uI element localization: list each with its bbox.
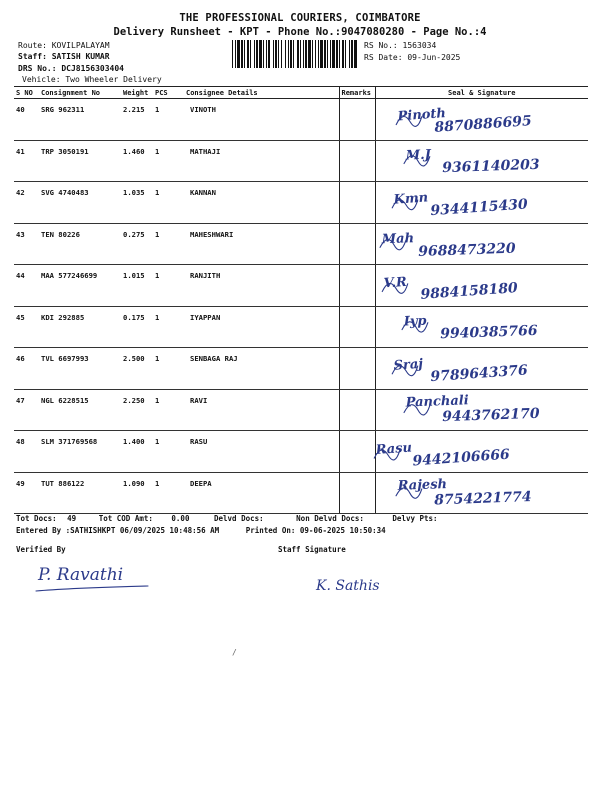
cell-weight: 1.035 bbox=[121, 182, 153, 224]
cell-consignee: MAHESHWARI bbox=[184, 223, 339, 265]
cell-consignment: SRG 962311 bbox=[39, 99, 121, 141]
drs-label: DRS No.: bbox=[18, 64, 57, 73]
barcode-bar bbox=[275, 40, 277, 68]
route-value: KOVILPALAYAM bbox=[51, 41, 110, 50]
handwritten-signature bbox=[376, 473, 589, 513]
cell-pcs: 1 bbox=[153, 348, 184, 390]
cell-consignee: RAVI bbox=[184, 389, 339, 431]
cell-pcs: 1 bbox=[153, 223, 184, 265]
barcode-bar bbox=[232, 40, 233, 68]
cell-remarks bbox=[339, 348, 375, 390]
tot-docs-value: 49 bbox=[67, 514, 77, 523]
signature-phone: 9443762170 bbox=[441, 405, 540, 425]
handwritten-signature bbox=[376, 307, 589, 347]
barcode-bar bbox=[244, 40, 245, 68]
barcode-bar bbox=[293, 40, 294, 68]
signature-phone: 9688473220 bbox=[417, 240, 516, 260]
handwritten-signature bbox=[376, 431, 589, 471]
cell-consignee: RASU bbox=[184, 431, 339, 473]
cell-pcs: 1 bbox=[153, 265, 184, 307]
barcode-bar bbox=[339, 40, 340, 68]
table-row bbox=[14, 472, 588, 514]
barcode-bar bbox=[308, 40, 311, 68]
col-signature: Seal & Signature bbox=[375, 87, 588, 99]
stray-mark: / bbox=[232, 648, 237, 657]
staff-signature bbox=[310, 568, 430, 603]
company-title: THE PROFESSIONAL COURIERS, COIMBATORE bbox=[179, 12, 421, 24]
signature-phone: 9344115430 bbox=[429, 196, 528, 220]
col-weight: Weight bbox=[121, 87, 153, 99]
cell-signature bbox=[375, 348, 588, 390]
cell-weight: 0.175 bbox=[121, 306, 153, 348]
barcode-bar bbox=[290, 40, 292, 68]
col-remarks: Remarks bbox=[339, 87, 375, 99]
cell-consignment: KDI 292885 bbox=[39, 306, 121, 348]
table-row bbox=[14, 265, 588, 307]
barcode-bar bbox=[273, 40, 274, 68]
table-row bbox=[14, 223, 588, 265]
barcode-bar bbox=[351, 40, 353, 68]
cell-sno: 43 bbox=[14, 223, 39, 265]
barcode-bar bbox=[256, 40, 258, 68]
barcode-bar bbox=[342, 40, 344, 68]
cell-remarks bbox=[339, 389, 375, 431]
handwritten-signature bbox=[376, 224, 589, 264]
signature-phone: 9361140203 bbox=[441, 156, 540, 176]
route-label: Route: bbox=[18, 41, 47, 50]
table-row bbox=[14, 140, 588, 182]
handwritten-signature bbox=[376, 348, 589, 388]
cell-signature bbox=[375, 223, 588, 265]
cell-pcs: 1 bbox=[153, 472, 184, 514]
signature-name: Mah bbox=[381, 230, 414, 247]
signature-phone: 9789643376 bbox=[429, 362, 528, 386]
table-row bbox=[14, 306, 588, 348]
cell-consignee: VINOTH bbox=[184, 99, 339, 141]
verified-signature bbox=[30, 555, 170, 600]
cell-consignee: KANNAN bbox=[184, 182, 339, 224]
cell-weight: 1.090 bbox=[121, 472, 153, 514]
entry-line bbox=[16, 526, 386, 535]
barcode-bar bbox=[247, 40, 249, 68]
cell-remarks bbox=[339, 140, 375, 182]
entered-by: Entered By :SATHISHKPT 06/09/2025 10:48:56 AM bbox=[16, 526, 220, 535]
cell-weight: 1.460 bbox=[121, 140, 153, 182]
barcode-bar bbox=[318, 40, 319, 68]
cell-pcs: 1 bbox=[153, 306, 184, 348]
rs-no-value: 1563034 bbox=[402, 41, 437, 50]
printed-on: Printed On: 09-06-2025 10:50:34 bbox=[245, 526, 386, 535]
signature-phone: 9940385766 bbox=[439, 322, 538, 342]
rs-date-label: RS Date: bbox=[364, 53, 403, 62]
verified-signature-text: P. Ravathi bbox=[38, 565, 124, 585]
cell-weight: 1.015 bbox=[121, 265, 153, 307]
tot-docs-label: Tot Docs: bbox=[16, 514, 57, 523]
barcode-bar bbox=[320, 40, 323, 68]
vehicle-line bbox=[22, 75, 162, 84]
barcode-bar bbox=[315, 40, 316, 68]
table-row bbox=[14, 348, 588, 390]
table-row bbox=[14, 431, 588, 473]
signature-phone: 8754221774 bbox=[433, 488, 532, 508]
staff-line bbox=[18, 52, 110, 61]
barcode-bar bbox=[330, 40, 331, 68]
barcode-bar bbox=[303, 40, 304, 68]
cell-signature bbox=[375, 182, 588, 224]
barcode-bar bbox=[327, 40, 328, 68]
drs-value: DCJ8156303404 bbox=[61, 64, 124, 73]
col-pcs: PCS bbox=[153, 87, 184, 99]
cell-remarks bbox=[339, 265, 375, 307]
totals-line bbox=[16, 514, 438, 523]
signature-name: Rajesh bbox=[396, 476, 447, 494]
cell-signature bbox=[375, 431, 588, 473]
verified-by-label: Verified By bbox=[16, 545, 66, 554]
handwritten-signature bbox=[376, 390, 589, 430]
barcode-bar bbox=[268, 40, 270, 68]
cell-signature bbox=[375, 99, 588, 141]
col-consignee: Consignee Details bbox=[184, 87, 339, 99]
cell-sno: 44 bbox=[14, 265, 39, 307]
barcode-bar bbox=[354, 40, 357, 68]
col-consignment: Consignment No bbox=[39, 87, 121, 99]
cell-pcs: 1 bbox=[153, 389, 184, 431]
signature-name: V.R bbox=[382, 274, 407, 292]
cell-consignee: SENBAGA RAJ bbox=[184, 348, 339, 390]
cell-consignment: NGL 6228515 bbox=[39, 389, 121, 431]
runsheet-table bbox=[14, 86, 588, 514]
cell-pcs: 1 bbox=[153, 182, 184, 224]
cell-consignment: TRP 3050191 bbox=[39, 140, 121, 182]
runsheet-subtitle: Delivery Runsheet - KPT - Phone No.:9047080280 - Page No.:4 bbox=[113, 26, 487, 38]
barcode bbox=[232, 40, 358, 68]
staff-signature-label: Staff Signature bbox=[278, 545, 346, 554]
signature-name: Rasu bbox=[374, 440, 412, 458]
signature-phone: 9442106666 bbox=[411, 446, 510, 470]
cell-pcs: 1 bbox=[153, 431, 184, 473]
tot-cod-label: Tot COD Amt: bbox=[98, 514, 153, 523]
delvy-pts-label: Delvy Pts: bbox=[392, 514, 438, 523]
barcode-bar bbox=[345, 40, 346, 68]
vehicle-label: Vehicle: bbox=[22, 75, 61, 84]
signature-name: Pinoth bbox=[396, 106, 446, 125]
cell-consignment: SVG 4740483 bbox=[39, 182, 121, 224]
cell-sno: 47 bbox=[14, 389, 39, 431]
barcode-bar bbox=[254, 40, 255, 68]
cell-sno: 46 bbox=[14, 348, 39, 390]
barcode-bar bbox=[305, 40, 307, 68]
table-row bbox=[14, 99, 588, 141]
cell-signature bbox=[375, 265, 588, 307]
cell-consignee: RANJITH bbox=[184, 265, 339, 307]
route-line bbox=[18, 41, 110, 50]
cell-consignment: TEN 80226 bbox=[39, 223, 121, 265]
cell-weight: 2.500 bbox=[121, 348, 153, 390]
signature-name: Panchali bbox=[404, 392, 469, 410]
barcode-bar bbox=[266, 40, 267, 68]
staff-signature-text: K. Sathis bbox=[316, 578, 380, 594]
cell-remarks bbox=[339, 306, 375, 348]
barcode-bar bbox=[235, 40, 236, 68]
handwritten-signature bbox=[376, 141, 589, 181]
table-header-row bbox=[14, 87, 588, 99]
barcode-bar bbox=[278, 40, 279, 68]
cell-weight: 2.250 bbox=[121, 389, 153, 431]
cell-weight: 1.400 bbox=[121, 431, 153, 473]
cell-sno: 40 bbox=[14, 99, 39, 141]
signature-phone: 8870886695 bbox=[433, 113, 532, 136]
barcode-bar bbox=[300, 40, 301, 68]
cell-remarks bbox=[339, 223, 375, 265]
barcode-bar bbox=[241, 40, 243, 68]
signature-phone: 9884158180 bbox=[419, 280, 518, 303]
barcode-bar bbox=[336, 40, 338, 68]
staff-label: Staff: bbox=[18, 52, 47, 61]
drs-line bbox=[18, 64, 124, 73]
cell-sno: 42 bbox=[14, 182, 39, 224]
cell-signature bbox=[375, 140, 588, 182]
staff-value: SATISH KUMAR bbox=[51, 52, 110, 61]
cell-consignment: TUT 886122 bbox=[39, 472, 121, 514]
barcode-bar bbox=[312, 40, 313, 68]
barcode-bar bbox=[259, 40, 262, 68]
barcode-bar bbox=[332, 40, 335, 68]
cell-sno: 49 bbox=[14, 472, 39, 514]
cell-pcs: 1 bbox=[153, 140, 184, 182]
cell-consignee: DEEPA bbox=[184, 472, 339, 514]
signature-name: Iyp bbox=[403, 313, 427, 330]
barcode-bar bbox=[237, 40, 240, 68]
barcode-bar bbox=[285, 40, 286, 68]
non-delvd-label: Non Delvd Docs: bbox=[296, 514, 364, 523]
cell-consignment: TVL 6697993 bbox=[39, 348, 121, 390]
handwritten-signature bbox=[376, 182, 589, 222]
col-sno: S NO bbox=[14, 87, 39, 99]
cell-weight: 2.215 bbox=[121, 99, 153, 141]
rs-date-line bbox=[364, 53, 460, 62]
table-row bbox=[14, 182, 588, 224]
cell-remarks bbox=[339, 182, 375, 224]
table-row bbox=[14, 389, 588, 431]
cell-sno: 41 bbox=[14, 140, 39, 182]
cell-signature bbox=[375, 389, 588, 431]
cell-signature bbox=[375, 472, 588, 514]
cell-signature bbox=[375, 306, 588, 348]
cell-consignment: SLM 371769568 bbox=[39, 431, 121, 473]
barcode-bar bbox=[288, 40, 289, 68]
cell-pcs: 1 bbox=[153, 99, 184, 141]
signature-name: M.J bbox=[405, 147, 431, 163]
cell-consignee: IYAPPAN bbox=[184, 306, 339, 348]
cell-sno: 45 bbox=[14, 306, 39, 348]
cell-remarks bbox=[339, 99, 375, 141]
barcode-bar bbox=[281, 40, 282, 68]
cell-remarks bbox=[339, 472, 375, 514]
signature-name: Sraj bbox=[392, 356, 424, 374]
cell-remarks bbox=[339, 431, 375, 473]
tot-cod-value: 0.00 bbox=[171, 514, 190, 523]
cell-consignment: MAA 577246699 bbox=[39, 265, 121, 307]
delvd-label: Delvd Docs: bbox=[213, 514, 264, 523]
handwritten-signature bbox=[376, 265, 589, 305]
barcode-bar bbox=[263, 40, 264, 68]
barcode-bar bbox=[349, 40, 350, 68]
signature-name: Kmn bbox=[392, 190, 429, 208]
cell-weight: 0.275 bbox=[121, 223, 153, 265]
cell-sno: 48 bbox=[14, 431, 39, 473]
barcode-bar bbox=[324, 40, 326, 68]
rs-date-value: 09-Jun-2025 bbox=[407, 53, 461, 62]
vehicle-value: Two Wheeler Delivery bbox=[65, 75, 162, 84]
barcode-bar bbox=[297, 40, 299, 68]
cell-consignee: MATHAJI bbox=[184, 140, 339, 182]
handwritten-signature bbox=[376, 99, 589, 139]
barcode-bar bbox=[250, 40, 251, 68]
rs-no-line bbox=[364, 41, 436, 50]
rs-no-label: RS No.: bbox=[364, 41, 398, 50]
